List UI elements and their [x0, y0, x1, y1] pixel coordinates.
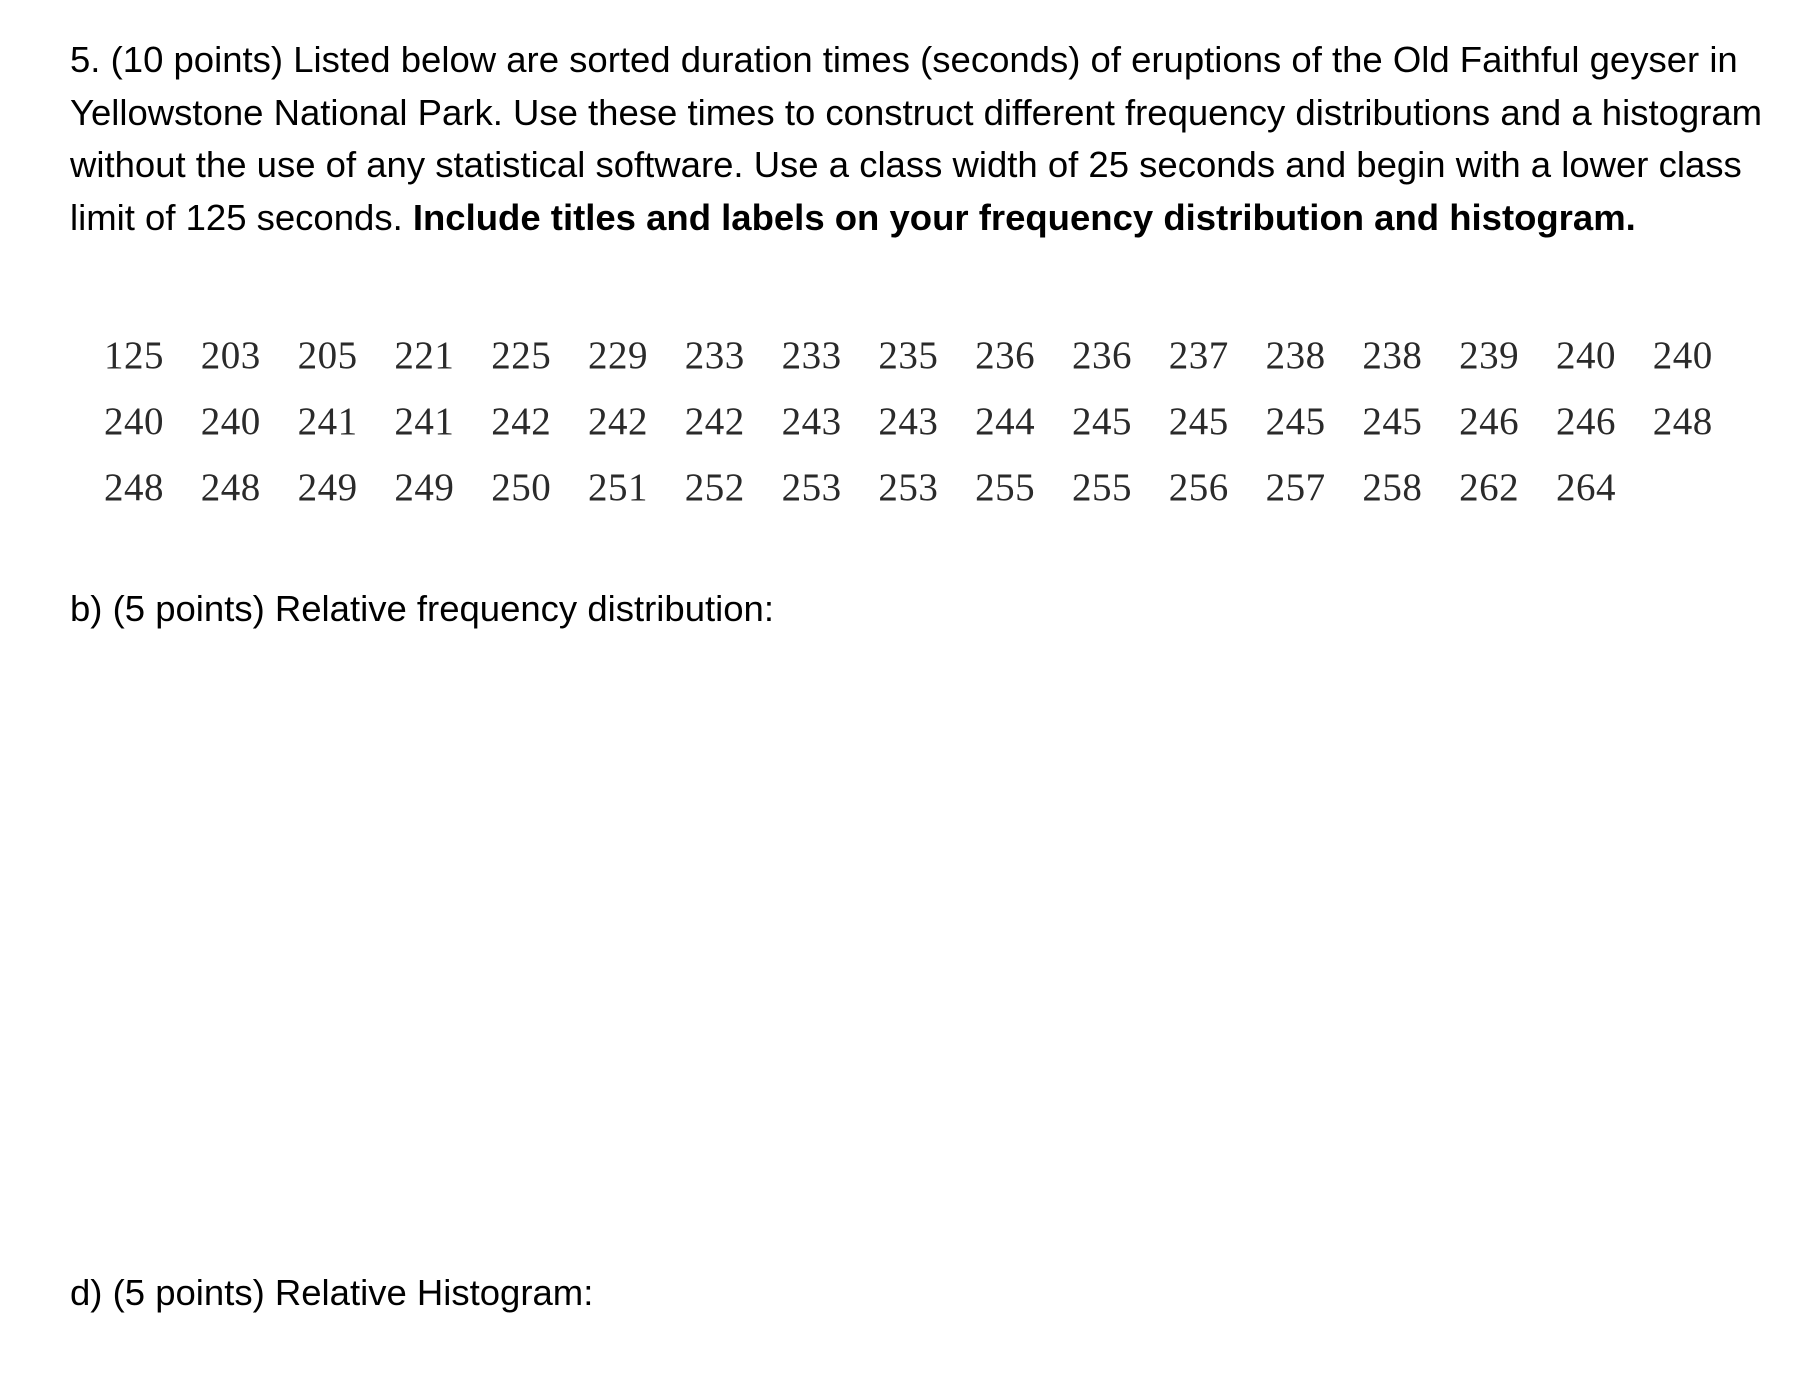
data-value: 262 [1459, 465, 1520, 509]
data-value: 245 [1265, 399, 1326, 443]
data-value: 225 [491, 333, 552, 377]
data-value: 233 [684, 333, 745, 377]
question-points: (10 points) [110, 39, 284, 80]
data-value: 242 [587, 399, 648, 443]
data-value: 229 [587, 333, 648, 377]
data-value: 237 [1168, 333, 1229, 377]
data-value: 235 [878, 333, 939, 377]
data-value: 249 [297, 465, 358, 509]
data-value: 240 [104, 399, 164, 443]
data-value: 236 [1071, 333, 1132, 377]
data-value: 238 [1265, 333, 1326, 377]
data-value: 246 [1555, 399, 1616, 443]
data-value: 248 [200, 465, 261, 509]
data-value: 245 [1362, 399, 1423, 443]
data-row [104, 322, 1744, 388]
duration-data-table [104, 322, 1744, 520]
data-value: 243 [878, 399, 939, 443]
question-text [70, 34, 1770, 244]
data-value: 257 [1265, 465, 1326, 509]
data-value: 248 [104, 465, 164, 509]
question-number: 5. [70, 39, 101, 80]
data-value: 244 [975, 399, 1036, 443]
data-value: 241 [394, 399, 455, 443]
data-value: 240 [1555, 333, 1616, 377]
data-value: 241 [297, 399, 358, 443]
data-value: 221 [394, 333, 455, 377]
data-value: 242 [684, 399, 745, 443]
data-value: 253 [878, 465, 939, 509]
data-value: 233 [781, 333, 842, 377]
data-row [104, 454, 1744, 520]
data-value: 252 [684, 465, 745, 509]
data-value: 258 [1362, 465, 1423, 509]
part-b-label: b) (5 points) Relative frequency distribution: [70, 588, 774, 629]
part-d-label: d) (5 points) Relative Histogram: [70, 1272, 594, 1313]
data-value: 256 [1168, 465, 1229, 509]
data-value: 125 [104, 333, 164, 377]
data-value: 264 [1555, 465, 1616, 509]
data-value: 245 [1071, 399, 1132, 443]
part-b-answer-space [70, 650, 1770, 1240]
data-value: 250 [491, 465, 552, 509]
data-value: 203 [200, 333, 261, 377]
data-value: 249 [394, 465, 455, 509]
data-row [104, 388, 1744, 454]
data-value: 251 [587, 465, 648, 509]
question-instruction-bold: Include titles and labels on your frequency distribution and histogram. [412, 196, 1636, 238]
data-value: 245 [1168, 399, 1229, 443]
data-value: 205 [297, 333, 358, 377]
data-value: 239 [1459, 333, 1520, 377]
data-value: 255 [975, 465, 1036, 509]
data-value: 240 [1652, 333, 1713, 377]
data-value: 255 [1071, 465, 1132, 509]
data-value: 243 [781, 399, 842, 443]
data-value: 238 [1362, 333, 1423, 377]
data-value: 246 [1459, 399, 1520, 443]
data-value: 236 [975, 333, 1036, 377]
data-value: 240 [200, 399, 261, 443]
data-value: 242 [491, 399, 552, 443]
part-d-answer-space [70, 1334, 1770, 1384]
data-value: 253 [781, 465, 842, 509]
data-value: 248 [1652, 399, 1713, 443]
question-body: Listed below are sorted duration times (seconds) of eruptions of the Old Faithful geyser in Yellowstone National Park. Use these times to construct different frequency distributions and a histogram without the use of any statistical software. Use a class width of 25 seconds and begin with a lower class limit of 125 seconds. [70, 39, 1763, 238]
